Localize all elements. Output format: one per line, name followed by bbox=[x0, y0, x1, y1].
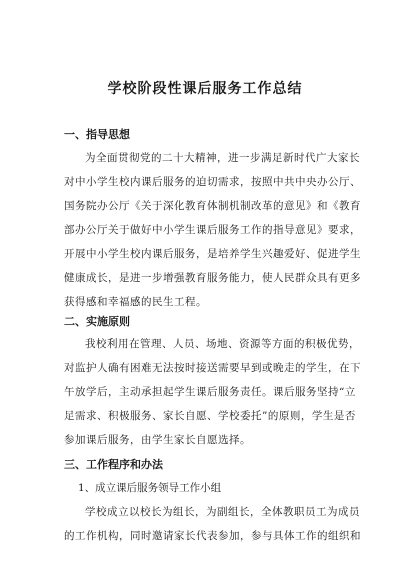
paragraph-line: 部办公厅关于做好中小学生课后服务工作的指导意见》要求， bbox=[64, 224, 361, 236]
paragraph-line: 国务院办公厅《关于深化教育体制机制改革的意见》和《教育 bbox=[64, 200, 361, 212]
subsection-heading-working-group: 1、成立课后服务领导工作小组 bbox=[78, 482, 222, 494]
section-paragraph-principles bbox=[64, 332, 364, 452]
paragraph-line: 开展中小学生校内课后服务，是培养学生兴趣爱好、促进学生 bbox=[64, 248, 361, 260]
document-title: 学校阶段性课后服务工作总结 bbox=[107, 81, 303, 97]
paragraph-line: 对中小学生校内课后服务的迫切需求，按照中共中央办公厅、 bbox=[64, 176, 361, 188]
paragraph-line: 我校利用在管理、人员、场地、资源等方面的积极优势， bbox=[85, 338, 360, 350]
section-paragraph-procedures bbox=[64, 500, 364, 548]
paragraph-line: 获得感和幸福感的民生工程。 bbox=[64, 296, 207, 308]
paragraph-line: 午放学后，主动承担起学生课后服务责任。课后服务坚持“立 bbox=[64, 386, 356, 398]
paragraph-line: 为全面贯彻党的二十大精神，进一步满足新时代广大家长 bbox=[85, 152, 360, 164]
paragraph-line: 学校成立以校长为组长，为副组长，全体教职员工为成员 bbox=[85, 506, 360, 518]
section-heading-principles: 二、实施原则 bbox=[64, 315, 130, 328]
paragraph-line: 足需求、积极服务、家长自愿、学校委托”的原则，学生是否 bbox=[64, 410, 356, 422]
section-paragraph-guiding-ideology bbox=[64, 146, 364, 314]
paragraph-line: 健康成长，是进一步增强教育服务能力，使人民群众具有更多 bbox=[64, 272, 361, 284]
paragraph-line: 对监护人确有困难无法按时接送需要早到或晚走的学生，在下 bbox=[64, 362, 361, 374]
section-heading-guiding-ideology: 一、指导思想 bbox=[64, 128, 130, 141]
paragraph-line: 的工作机构，同时邀请家长代表参加，参与具体工作的组织和 bbox=[64, 530, 361, 542]
section-heading-procedures: 三、工作程序和办法 bbox=[64, 458, 163, 471]
paragraph-line: 参加课后服务，由学生家长自愿选择。 bbox=[64, 434, 251, 446]
